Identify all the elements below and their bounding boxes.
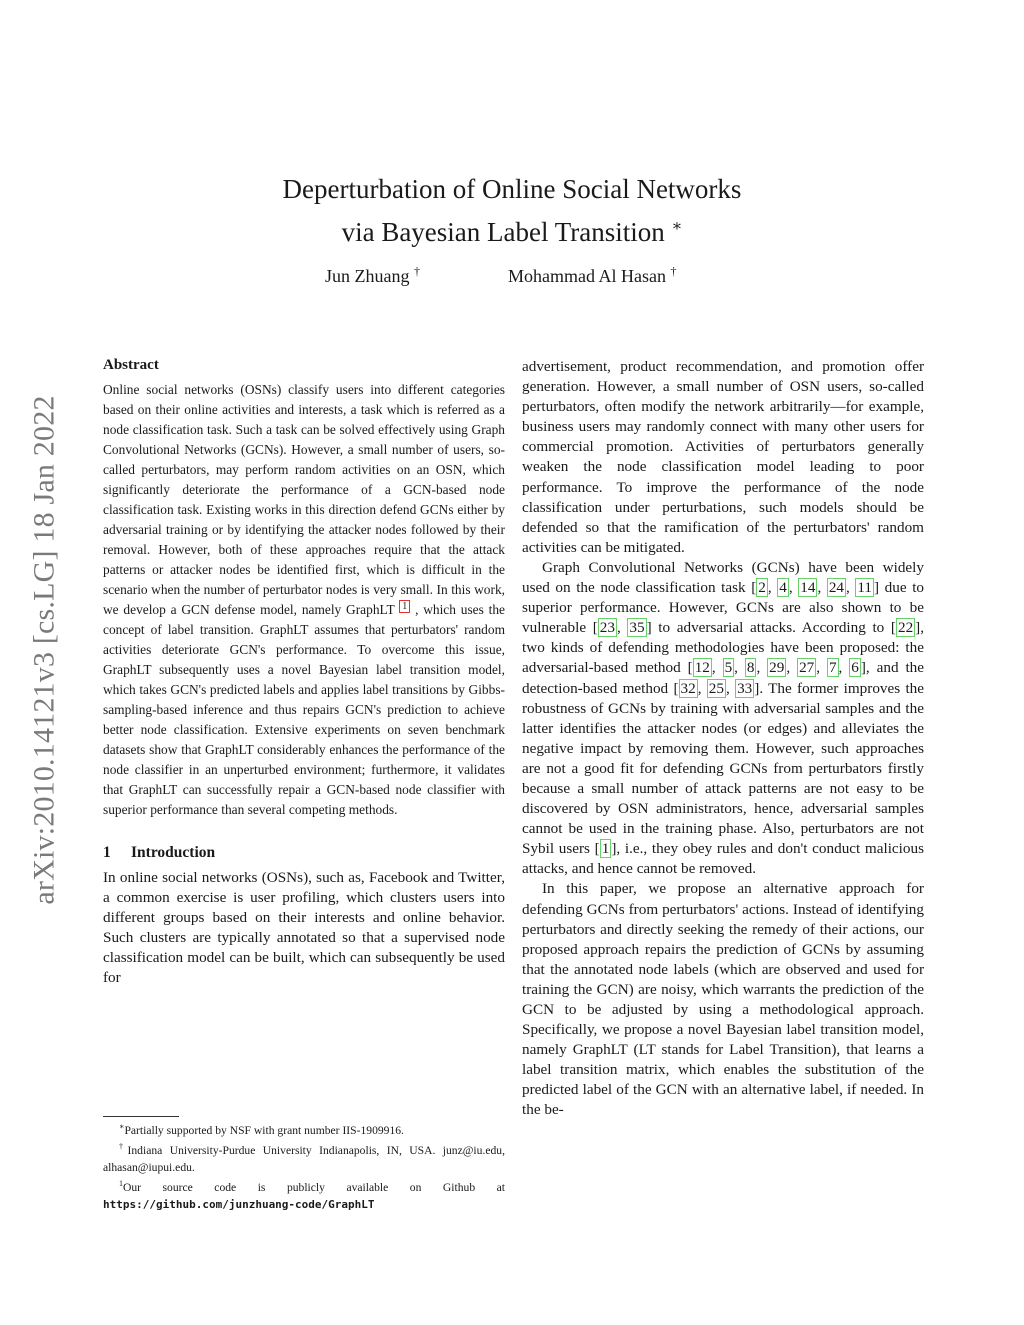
- citation-link[interactable]: 11: [857, 579, 873, 597]
- citation-link[interactable]: 5: [724, 659, 733, 677]
- citation-link[interactable]: 12: [694, 659, 710, 677]
- citation-link[interactable]: 35: [629, 619, 645, 637]
- p2-text-d: , two kinds of defending methodologies have been proposed: the adversarial-based method: [522, 619, 925, 677]
- footnote-2-text: Indiana University-Purdue University Indianapolis, IN, USA. junz@iu.edu, alhasan@iupui.edu.: [103, 1144, 505, 1174]
- footnote-1-text: Partially supported by NSF with grant number IIS-1909916.: [124, 1123, 404, 1137]
- p2-text-b: due to superior performance. However, GCNs are also shown to be vulnerable: [522, 579, 925, 637]
- title-footnote-mark: ∗: [671, 218, 683, 235]
- abstract-text: [103, 380, 505, 820]
- paper-title: [0, 170, 1024, 251]
- author-2-name: Mohammad Al Hasan: [508, 266, 666, 286]
- p2-text-a: Graph Convolutional Networks (GCNs) have been widely used on the node classification task: [522, 558, 924, 597]
- intro-paragraph-1: In online social networks (OSNs), such as, Facebook and Twitter, a common exercise is user profiling, which clusters users into different groups based on their interests and online behavior. Such clusters are typically annotated so that a supervised node classification model can be built, which can subsequently be used for: [103, 869, 505, 987]
- right-paragraph-2: Graph Convolutional Networks (GCNs) have been widely used on the node classification task [ 2 , 4 , 14 , 24 , 11 ] due to superior performance. However, GCNs are also shown to be vulnerable [ 23 , 35 ] to adversarial attacks. According to [ 22 ], two kinds of defending methodologies have been proposed: the adversarial-based method [ 12 , 5 , 8 , 29 , 27 , 7 , 6 ], and the detection-based method [ 32 , 25 , 33 ]. The former improves the robustness of GCNs by training with adversarial samples and the latter identifies the attacker nodes (or edges) and alleviates the negative impact by removing them. However, such approaches are not a good fit for defending GCNs from perturbators firstly because a small number of attack patterns are not easy to be discovered by OSN administrators, hence, adversarial samples cannot be used in the training phase. Also, perturbators are not Sybil users [ 1 ], i.e., they obey rules and don't conduct malicious attacks, and hence cannot be removed.: [522, 558, 925, 878]
- right-paragraph-3: In this paper, we propose an alternative approach for defending GCNs from perturbators' actions. Instead of identifying perturbators and directly seeking the remedy of their actions, our proposed approach repairs the prediction of GCNs by assuming that the annotated node labels (which are observed and used for training the GCN) are noisy, which warrants the prediction of the GCN to be adjusted by using a methodological approach. Specifically, we propose a novel Bayesian label transition model, namely GraphLT (LT stands for Label Transition), that learns a label transition matrix, which enables the substitution of the predicted label of the GCN with an alternative label, if needed. In the be-: [522, 880, 924, 1119]
- left-column: [103, 357, 505, 989]
- arxiv-id-text: arXiv:2010.14121v3 [cs.LG] 18 Jan 2022: [28, 395, 62, 905]
- p2-text-e: , and the detection-based method: [522, 659, 924, 697]
- p2-text-f: . The former improves the robustness of GCNs by training with adversarial samples and the latter identifies the attacker nodes (or edges) and alleviates the negative impact by removing them. However, such approaches are not a good fit for defending GCNs from perturbators firstly because a small number of attack patterns are not easy to be discovered by OSN administrators, hence, adversarial samples cannot be used in the training phase. Also, perturbators are not Sybil users: [522, 679, 925, 858]
- citation-link[interactable]: 29: [769, 659, 785, 677]
- author-1: [325, 264, 420, 287]
- citation-link[interactable]: 8: [746, 659, 755, 677]
- citation-link[interactable]: 22: [897, 619, 914, 637]
- footnote-3: [103, 1176, 505, 1213]
- footnote-1-mark: ∗: [119, 1122, 125, 1131]
- abstract-text-b: , which uses the concept of label transition. GraphLT assumes that perturbators' random activities deteriorate GCN's performance. To overcome this issue, GraphLT subsequently uses a novel Bayesian label transition model, which takes GCN's predicted labels and applies label transitions by Gibbs-sampling-based inference and thus repairs GCN's prediction to achieve better node classification. Extensive experiments on seven benchmark datasets show that GraphLT considerably enhances the performance of the node classifier in an unperturbed environment; furthermore, it validates that GraphLT can successfully repair a GCN-based node classifier with superior performance than several competing methods.: [103, 602, 506, 817]
- citation-link[interactable]: 23: [599, 619, 615, 637]
- p2-text-g: , i.e., they obey rules and don't conduct malicious attacks, and hence cannot be removed.: [522, 840, 924, 878]
- footnote-rule: [103, 1116, 179, 1117]
- github-link[interactable]: https://github.com/junzhuang-code/GraphLT: [103, 1197, 375, 1211]
- abstract-heading: Abstract: [103, 357, 159, 373]
- section-heading-introduction: [103, 844, 505, 862]
- citation-link[interactable]: 32: [680, 679, 696, 697]
- title-line-2: [0, 208, 1024, 251]
- citation-link[interactable]: 7: [828, 659, 837, 677]
- citation-link[interactable]: 14: [800, 579, 816, 597]
- citation-link[interactable]: 27: [799, 659, 815, 677]
- footnote-2: [103, 1139, 505, 1176]
- title-line-1: Deperturbation of Online Social Networks: [282, 174, 742, 204]
- author-2: [508, 264, 676, 287]
- citation-link[interactable]: 2: [758, 579, 766, 597]
- footnotes: [103, 1116, 505, 1213]
- footnote-1: [103, 1119, 505, 1139]
- citation-link[interactable]: 1: [601, 840, 610, 858]
- title-line-2-text: via Bayesian Label Transition: [341, 217, 665, 247]
- citation-link[interactable]: 6: [851, 659, 859, 677]
- author-2-mark: †: [670, 264, 677, 278]
- abstract-text-a: Online social networks (OSNs) classify users into different categories based on their online activities and interests, a task which is referred as a node classification task. Such a task can be solved effectively using Graph Convolutional Networks (GCNs). However, a small number of users, so-called perturbators, may perform random activities on an OSN, which significantly deteriorate the performance of a GCN-based node classification task. Existing works in this direction defend GCNs either by adversarial training or by identifying the attacker nodes followed by their removal. However, both of these approaches require that the attack patterns or attacker nodes be identified first, which is difficult in the scenario when the number of perturbator nodes is very small. In this work, we develop a GCN defense model, namely GraphLT: [103, 382, 505, 617]
- author-1-mark: †: [414, 264, 420, 278]
- author-1-name: Jun Zhuang: [325, 266, 410, 286]
- citation-link[interactable]: 4: [779, 579, 787, 597]
- footnote-3-text: Our source code is publicly available on Github at: [123, 1181, 505, 1195]
- footnote-2-mark: †: [119, 1142, 128, 1152]
- right-column: [522, 357, 924, 1121]
- citation-link[interactable]: 33: [737, 679, 753, 697]
- section-title: Introduction: [131, 844, 216, 861]
- section-number: 1: [103, 844, 111, 861]
- footnote-3-mark: 1: [119, 1179, 123, 1189]
- citation-link[interactable]: 24: [828, 579, 845, 597]
- citation-link[interactable]: 25: [708, 679, 724, 697]
- footnote-link-1[interactable]: 1: [399, 600, 410, 613]
- arxiv-identifier: [16, 360, 74, 940]
- p2-text-c: to adversarial attacks. According to: [651, 619, 891, 637]
- right-paragraph-1: advertisement, product recommendation, and promotion offer generation. However, a small number of OSN users, so-called perturbators, often modify the network arbitrarily—for example, business users may randomly connect with many other users for commercial promotion. Activities of perturbators generally weaken the node classification model leading to poor performance. To improve the performance of the node classification under perturbations, such models should be defended so that the ramification of the perturbators' random activities can be mitigated.: [522, 358, 924, 556]
